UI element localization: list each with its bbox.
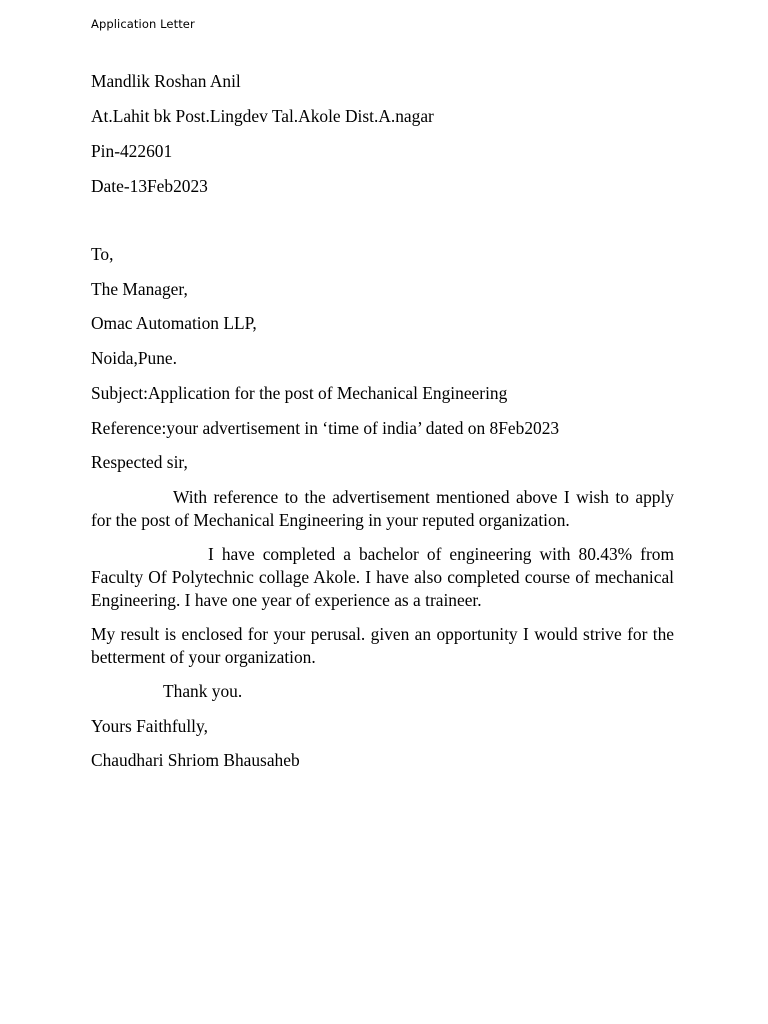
sender-name: Mandlik Roshan Anil [91,71,241,91]
recipient-city: Noida,Pune. [91,348,177,368]
body-paragraph-3: My result is enclosed for your perusal. given an opportunity I would strive for the betterment of your organization. [91,624,674,667]
body-paragraph-2: I have completed a bachelor of engineering with 80.43% from Faculty Of Polytechnic collage Akole. I have also completed course of mechanical Engineering. I have one year of experience as a traineer. [91,544,674,610]
page-header: Application Letter [91,17,195,31]
thank-you-line: Thank you. [163,681,243,701]
letter-subject: Subject:Application for the post of Mechanical Engineering [91,383,508,403]
sign-off: Yours Faithfully, [91,716,208,736]
letter-date: Date-13Feb2023 [91,176,208,196]
recipient-designation: The Manager, [91,279,188,299]
recipient-to: To, [91,244,114,264]
sender-pin: Pin-422601 [91,141,173,161]
recipient-company: Omac Automation LLP, [91,313,257,333]
body-paragraph-1: With reference to the advertisement mentioned above I wish to apply for the post of Mechanical Engineering in your reputed organization. [91,487,674,530]
letter-reference: Reference:your advertisement in ‘time of india’ dated on 8Feb2023 [91,418,560,438]
salutation: Respected sir, [91,452,188,472]
sender-address: At.Lahit bk Post.Lingdev Tal.Akole Dist.A.nagar [91,106,434,126]
signature-name: Chaudhari Shriom Bhausaheb [91,750,300,770]
